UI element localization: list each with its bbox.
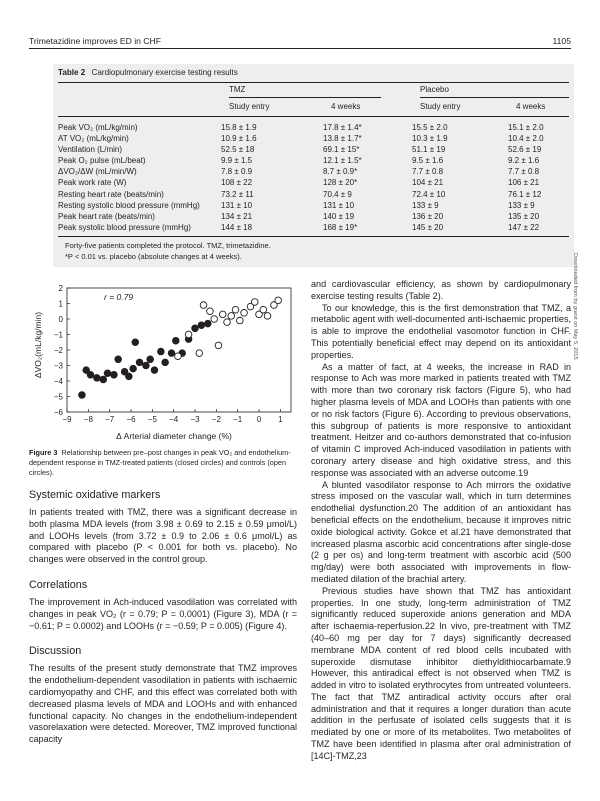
paragraph: In patients treated with TMZ, there was a significant decrease in both plasma MDA levels (from 3.98 ± 0.69 to 2.15 ± 0.59 μmol/L) and LOOHs levels (from 3.72 ± 0.9 to 2.06 ± 0.6 μmol/L) as compared with placebo (P < 0.001 for both vs. placebo). No changes were observed in the control group. <box>29 507 297 565</box>
data-point-tmz <box>130 365 137 372</box>
data-point-control <box>211 316 218 323</box>
x-tick-label: −2 <box>211 415 221 424</box>
table-cell: 140 ± 19 <box>323 211 355 221</box>
table-cell: 133 ± 9 <box>412 200 439 210</box>
correlation-annotation: r = 0.79 <box>104 292 134 302</box>
table-cell: 7.7 ± 0.8 <box>508 167 540 177</box>
right-column <box>311 279 571 763</box>
table-cell: 9.5 ± 1.6 <box>412 156 444 166</box>
row-label: Peak O₂ pulse (mL/beat) <box>58 156 146 166</box>
table-caption <box>58 68 238 77</box>
x-tick-label: −7 <box>105 415 115 424</box>
table-cell: 9.9 ± 1.5 <box>221 156 253 166</box>
table-cell: 131 ± 10 <box>323 200 355 210</box>
plot-frame <box>67 288 291 412</box>
row-label: Peak work rate (W) <box>58 178 127 188</box>
data-point-tmz <box>158 348 165 355</box>
data-point-control <box>260 306 267 313</box>
table-cell: 10.4 ± 2.0 <box>508 134 544 144</box>
table-cell: 144 ± 18 <box>221 222 253 232</box>
x-tick-label: −4 <box>169 415 179 424</box>
col-header: Study entry <box>229 102 270 111</box>
table-cell: 12.1 ± 1.5* <box>323 156 362 166</box>
data-point-control <box>241 310 248 317</box>
table-cell: 69.1 ± 15* <box>323 145 360 155</box>
data-point-control <box>237 317 244 324</box>
data-point-tmz <box>104 370 111 377</box>
table-cell: 52.5 ± 18 <box>221 145 255 155</box>
data-point-tmz <box>100 376 107 383</box>
x-tick-label: −9 <box>62 415 72 424</box>
data-point-control <box>228 313 235 320</box>
col-header: 4 weeks <box>516 102 546 111</box>
left-column <box>29 488 297 746</box>
row-label: Resting heart rate (beats/min) <box>58 189 164 199</box>
data-point-tmz <box>136 359 143 366</box>
x-axis-label: Δ Arterial diameter change (%) <box>116 431 232 441</box>
table-cell: 168 ± 19* <box>323 222 358 232</box>
table-cell: 106 ± 21 <box>508 178 540 188</box>
data-point-tmz <box>87 372 94 379</box>
y-tick-label: −1 <box>53 330 63 340</box>
data-point-control <box>224 319 231 326</box>
data-point-control <box>232 306 239 313</box>
table-cell: 51.1 ± 19 <box>412 145 446 155</box>
y-axis-label: ΔVO₂(mL/kg/min) <box>33 311 43 379</box>
group-header-tmz: TMZ <box>229 85 246 94</box>
x-tick-label: −5 <box>147 415 157 424</box>
table-cell: 147 ± 22 <box>508 222 540 232</box>
data-point-tmz <box>143 362 150 369</box>
row-label: Peak heart rate (beats/min) <box>58 211 155 221</box>
table-cell: 133 ± 9 <box>508 200 535 210</box>
x-tick-label: 1 <box>278 415 283 424</box>
data-point-tmz <box>173 337 180 344</box>
x-tick-label: −1 <box>233 415 243 424</box>
y-tick-label: 2 <box>58 284 63 293</box>
table-label: Table 2 <box>58 68 86 77</box>
data-point-tmz <box>115 356 122 363</box>
table-cell: 7.8 ± 0.9 <box>221 167 253 177</box>
table-cell: 70.4 ± 9 <box>323 189 352 199</box>
plot-area <box>54 284 291 424</box>
table-2 <box>53 64 574 267</box>
section-heading: Correlations <box>29 578 88 591</box>
table-cell: 10.9 ± 1.6 <box>221 134 257 144</box>
group-header-placebo: Placebo <box>420 85 449 94</box>
data-point-tmz <box>192 325 199 332</box>
section-heading: Discussion <box>29 645 82 658</box>
y-tick-label: 0 <box>58 315 63 324</box>
running-title: Trimetazidine improves ED in CHF <box>29 36 161 46</box>
figure-3-chart <box>29 282 299 444</box>
table-cell: 7.7 ± 0.8 <box>412 167 444 177</box>
y-tick-label: −2 <box>53 346 63 355</box>
paragraph: As a matter of fact, at 4 weeks, the increase in RAD in response to Ach was more marked in patients treated with TMZ with more than two coronary risk factors (Figure 5), who had higher plasma levels of MDA and LOOHs than patients with one or no risk factors (Figure 6). According to previous observations, this subgroup of patients is more responsive to antioxidant treatment. Heitzer and co-authors demonstrated that co-infusion of vitamin C improved Ach-induced vasodilation in patients with coronary artery disease and high oxidative stress, and this response was associated with an adverse outcome.19 <box>311 361 571 478</box>
table-cell: 131 ± 10 <box>221 200 253 210</box>
figure-caption <box>29 448 297 478</box>
table-cell: 52.6 ± 19 <box>508 145 542 155</box>
row-label: Peak VO₂ (mL/kg/min) <box>58 123 138 132</box>
table-cell: 15.5 ± 2.0 <box>412 123 448 132</box>
data-point-tmz <box>151 367 158 374</box>
figure-label: Figure 3 <box>29 448 58 457</box>
data-point-tmz <box>205 320 212 327</box>
paragraph: and cardiovascular efficiency, as shown by cardiopulmonary exercise testing results (Table 2). <box>311 279 571 301</box>
data-point-control <box>251 299 258 306</box>
row-label: ΔVO₂/ΔW (mL/min/W) <box>58 167 137 177</box>
section-heading: Systemic oxidative markers <box>29 489 161 501</box>
table-cell: 72.4 ± 10 <box>412 189 446 199</box>
data-point-control <box>219 311 226 318</box>
x-tick-label: −6 <box>126 415 136 424</box>
table-cell: 73.2 ± 11 <box>221 189 254 199</box>
table-title: Cardiopulmonary exercise testing results <box>91 68 238 77</box>
group-rule-tmz <box>229 97 381 98</box>
data-point-control <box>175 353 182 360</box>
page-number: 1105 <box>552 36 571 46</box>
table-footnote: *P < 0.01 vs. placebo (absolute changes at 4 weeks). <box>65 252 242 261</box>
table-cell: 104 ± 21 <box>412 178 444 188</box>
y-tick-label: −5 <box>53 392 63 402</box>
data-point-tmz <box>111 372 118 379</box>
table-cell: 134 ± 21 <box>221 211 253 221</box>
header-rule <box>29 48 571 49</box>
data-point-control <box>196 350 203 357</box>
table-bottom-rule <box>58 236 569 237</box>
header-rule <box>58 116 569 117</box>
col-header: 4 weeks <box>331 102 361 111</box>
group-rule-placebo <box>420 97 569 98</box>
paragraph: To our knowledge, this is the first demonstration that TMZ, a metabolic agent with well-documented anti-ischaemic properties, is able to improve the endothelial vasomotor function in CHF. This potentially beneficial effect may depend on its antioxidant properties. <box>311 302 571 360</box>
data-point-tmz <box>126 373 133 380</box>
table-cell: 13.8 ± 1.7* <box>323 134 362 144</box>
y-tick-label: 1 <box>58 299 63 309</box>
data-point-control <box>275 297 282 304</box>
table-top-rule <box>58 82 569 83</box>
table-cell: 10.3 ± 1.9 <box>412 134 448 144</box>
table-cell: 135 ± 20 <box>508 211 540 221</box>
col-header: Study entry <box>420 102 461 111</box>
data-point-control <box>200 302 207 309</box>
data-point-tmz <box>198 322 205 329</box>
table-cell: 108 ± 22 <box>221 178 253 188</box>
x-tick-label: −3 <box>190 415 200 424</box>
row-label: Peak systolic blood pressure (mmHg) <box>58 222 191 232</box>
paragraph: A blunted vasodilator response to Ach mirrors the oxidative stress imposed on the vascular wall, which in turn determines endothelial dysfunction.20 The addition of an antioxidant has beneficial effects on the endothelium, because it improves nitric oxide biological activity. Gokce et al.21 have demonstrated that increased plasma ascorbic acid concentrations after single-dose (2 g per os) and long-term treatment with ascorbic acid (500 mg/day) were both associated with improvements in flow-mediated dilation of the brachial artery. <box>311 479 571 584</box>
y-tick-label: −6 <box>53 408 63 417</box>
table-cell: 145 ± 20 <box>412 222 444 232</box>
table-cell: 17.8 ± 1.4* <box>323 123 362 132</box>
data-point-control <box>215 342 222 349</box>
data-point-control <box>207 308 214 315</box>
paragraph: The results of the present study demonstrate that TMZ improves the endothelium-dependent vasodilation in patients with ischaemic cardiomyopathy and CHF, and this effect was correlated both with decreased plasma levels of MDA and LOOHs and with enhanced functional capacity. No changes in the endothelium-independent vasorelaxation were detected. Moreover, TMZ improved functional capacity <box>29 663 297 745</box>
data-point-tmz <box>162 359 169 366</box>
table-cell: 136 ± 20 <box>412 211 444 221</box>
table-cell: 76.1 ± 12 <box>508 189 542 199</box>
table-cell: 128 ± 20* <box>323 178 358 188</box>
table-cell: 15.1 ± 2.0 <box>508 123 544 132</box>
row-label: AT VO₂ (mL/kg/min) <box>58 134 129 144</box>
paragraph: The improvement in Ach-induced vasodilation was correlated with changes in peak VO₂ (r = 0.79; P = 0.0001) (Figure 3), MDA (r = −0.61; P = 0.0002) and LOOHs (r = −0.59; P = 0.005) (Figure 4). <box>29 596 297 631</box>
data-point-control <box>185 331 192 338</box>
paragraph: Previous studies have shown that TMZ has antioxidant properties. In one study, long-term administration of TMZ significantly reduced superoxide anions generation and MDA after ischaemia-reperfusion.22 In vivo, pre-treatment with TMZ (40–60 mg per day for 7 days) significantly decreased membrane MDA content of red blood cells incubated with superoxide dismutase inhibitor diethyldithiocarbamate.9 However, this antiradical effect is not observed when TMZ is added in vitro to isolated erythrocytes from untreated volunteers. The fact that TMZ antiradical activity occurs after oral administration and that it requires a longer duration than acute addition in the perfusate of isolated cells suggests that it is mediated by one or more of its metabolites. Two metabolites of TMZ have been identified in plasma after oral administration of [14C]-TMZ,23 <box>311 585 571 761</box>
table-cell: 8.7 ± 0.9* <box>323 167 358 177</box>
table-cell: 9.2 ± 1.6 <box>508 156 540 166</box>
data-point-control <box>264 313 271 320</box>
table-footnote: Forty-five patients completed the protocol. TMZ, trimetazidine. <box>65 241 271 250</box>
table-cell: 15.8 ± 1.9 <box>221 123 257 132</box>
data-point-tmz <box>147 356 154 363</box>
row-label: Resting systolic blood pressure (mmHg) <box>58 200 200 210</box>
data-point-tmz <box>168 350 175 357</box>
x-tick-label: 0 <box>256 415 262 424</box>
data-point-tmz <box>79 392 86 399</box>
download-watermark-text: Downloaded from by guest on May 5, 2015 <box>572 253 578 360</box>
data-point-tmz <box>94 375 101 382</box>
x-tick-label: −8 <box>83 415 93 424</box>
download-watermark <box>572 250 585 530</box>
y-tick-label: −4 <box>53 377 63 386</box>
y-tick-label: −3 <box>53 361 63 371</box>
data-point-tmz <box>132 339 139 346</box>
figure-caption-text: Relationship between pre–post changes in peak VO₂ and endothelium-dependent response in TMZ-treated patients (closed circles) and controls (open circles). <box>29 448 291 477</box>
row-label: Ventilation (L/min) <box>58 145 123 155</box>
